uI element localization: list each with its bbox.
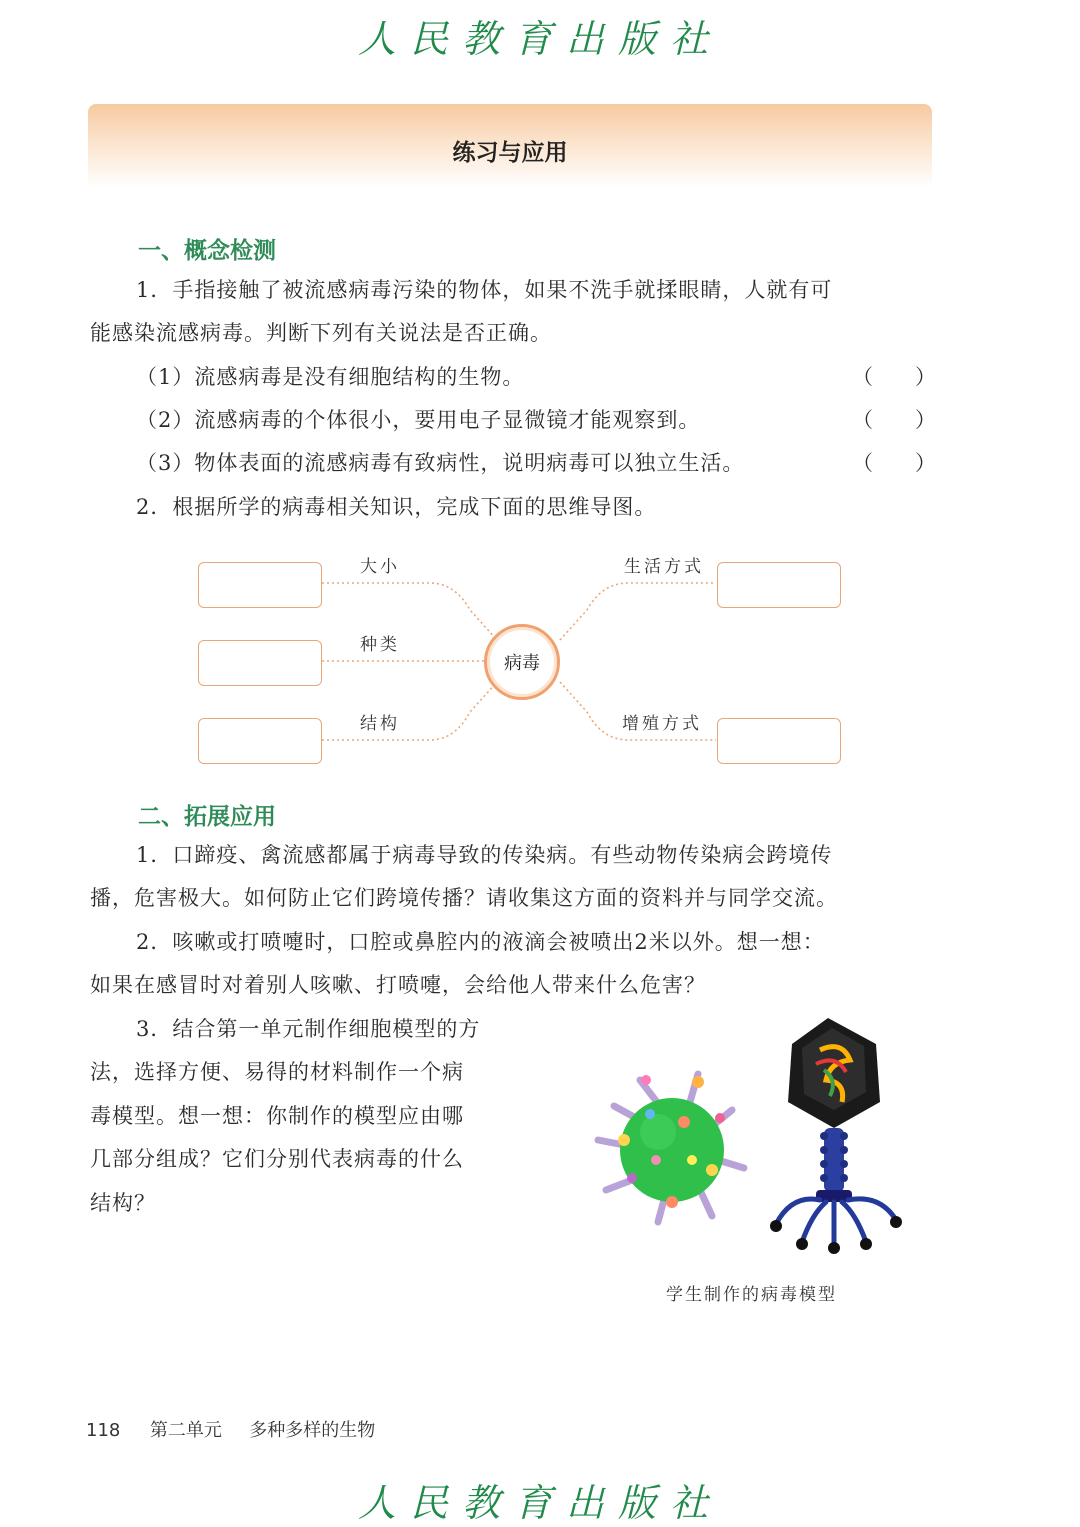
spherical-virus-model <box>598 1074 744 1222</box>
judge-item-text: （2）流感病毒的个体很小，要用电子显微镜才能观察到。 <box>136 408 701 432</box>
judge-item-1 <box>136 356 936 399</box>
section1-q2: 2．根据所学的病毒相关知识，完成下面的思维导图。 <box>136 495 657 519</box>
mindmap-answer-box-lifestyle[interactable] <box>717 562 841 608</box>
banner-title: 练习与应用 <box>452 140 568 166</box>
section1-heading: 一、概念检测 <box>138 238 276 264</box>
footer-unit: 第二单元 <box>149 1420 222 1441</box>
mindmap-center-node: 病毒 <box>484 624 560 700</box>
footer-unit-title: 多种多样的生物 <box>249 1420 376 1441</box>
judge-item-3 <box>136 442 936 485</box>
section2-q1-line1: 1．口蹄疫、禽流感都属于病毒导致的传染病。有些动物传染病会跨境传 <box>136 843 833 867</box>
figure-caption: 学生制作的病毒模型 <box>666 1285 837 1305</box>
section2-q2-line1: 2．咳嗽或打喷嚏时，口腔或鼻腔内的液滴会被喷出2米以外。想一想： <box>136 930 825 954</box>
section-banner <box>88 104 932 188</box>
section1-q1-line1: 1．手指接触了被流感病毒污染的物体，如果不洗手就揉眼睛，人就有可 <box>136 278 833 302</box>
mindmap-answer-box-structure[interactable] <box>198 718 322 764</box>
connector-lifestyle <box>560 583 716 640</box>
connector-structure <box>322 682 497 740</box>
answer-blank[interactable]: （ ） <box>852 408 936 432</box>
section2-q2-line2: 如果在感冒时对着别人咳嗽、打喷嚏，会给他人带来什么危害？ <box>90 973 706 997</box>
virus-model-photo <box>580 1010 930 1270</box>
section2-q3-line2: 法，选择方便、易得的材料制作一个病 <box>90 1060 464 1084</box>
section1-q1-line2: 能感染流感病毒。判断下列有关说法是否正确。 <box>90 321 552 345</box>
mindmap-label-type: 种类 <box>360 635 400 655</box>
section2-q3-line3: 毒模型。想一想：你制作的模型应由哪 <box>90 1104 464 1128</box>
mindmap-label-reproduction: 增殖方式 <box>622 714 702 734</box>
page-number: 118 <box>86 1420 121 1441</box>
mindmap-label-lifestyle: 生活方式 <box>624 557 704 577</box>
connector-size <box>322 583 497 640</box>
section2-q3-line4: 几部分组成？它们分别代表病毒的什么 <box>90 1147 464 1171</box>
mindmap-answer-box-reproduction[interactable] <box>717 718 841 764</box>
answer-blank[interactable]: （ ） <box>852 451 936 475</box>
mindmap-answer-box-size[interactable] <box>198 562 322 608</box>
section2-q3-line5: 结构？ <box>90 1191 156 1215</box>
mindmap-answer-box-type[interactable] <box>198 640 322 686</box>
judge-item-2 <box>136 399 936 442</box>
judge-item-text: （3）物体表面的流感病毒有致病性，说明病毒可以独立生活。 <box>136 451 745 475</box>
publisher-watermark-top: 人民教育出版社 <box>357 17 722 61</box>
bacteriophage-model <box>770 1018 902 1254</box>
page-footer <box>86 1416 375 1442</box>
answer-blank[interactable]: （ ） <box>852 365 936 389</box>
mindmap-label-size: 大小 <box>360 557 400 577</box>
section2-q3-line1: 3．结合第一单元制作细胞模型的方 <box>136 1017 481 1041</box>
section2-q1-line2: 播，危害极大。如何防止它们跨境传播？请收集这方面的资料并与同学交流。 <box>90 886 838 910</box>
section2-heading: 二、拓展应用 <box>138 804 276 830</box>
publisher-watermark-bottom: 人民教育出版社 <box>357 1481 722 1525</box>
judge-item-text: （1）流感病毒是没有细胞结构的生物。 <box>136 365 525 389</box>
mindmap-label-structure: 结构 <box>360 714 400 734</box>
